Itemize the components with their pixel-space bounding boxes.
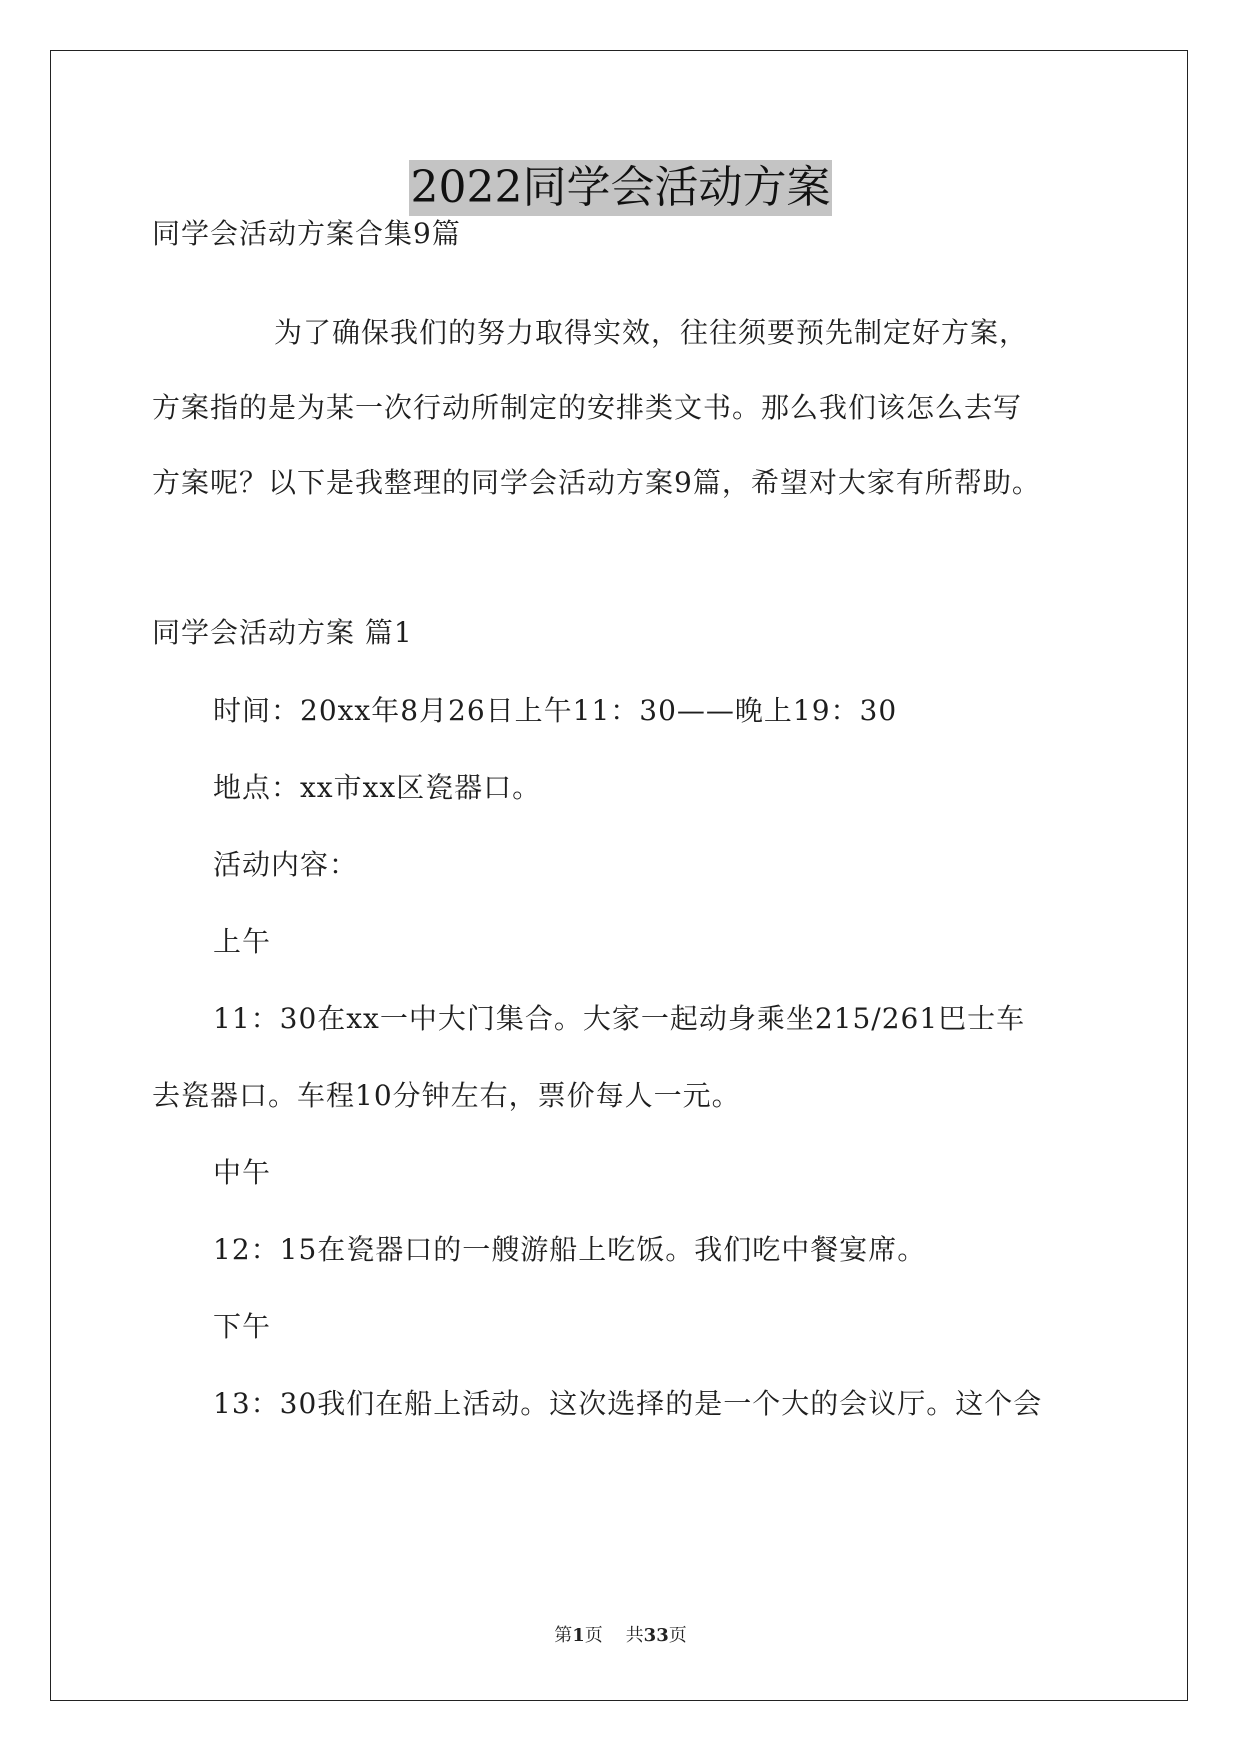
page-footer xyxy=(0,1624,1241,1648)
morning-heading: 上午 xyxy=(213,925,272,958)
location-line: 地点：xx市xx区瓷器口。 xyxy=(213,771,542,804)
footer-current-page: 1 xyxy=(572,1625,585,1646)
morning-line-2: 去瓷器口。车程10分钟左右，票价每人一元。 xyxy=(152,1079,741,1112)
document-title: 2022同学会活动方案 xyxy=(409,160,833,216)
title-container xyxy=(0,160,1241,216)
time-line: 时间：20xx年8月26日上午11：30——晚上19：30 xyxy=(213,694,898,727)
intro-line-3: 方案呢？以下是我整理的同学会活动方案9篇，希望对大家有所帮助。 xyxy=(152,466,1041,499)
footer-total-pages: 33 xyxy=(643,1625,669,1646)
noon-heading: 中午 xyxy=(213,1156,272,1189)
footer-middle: 页 共 xyxy=(584,1625,644,1646)
section-heading: 同学会活动方案 篇1 xyxy=(152,616,413,649)
footer-suffix: 页 xyxy=(668,1625,687,1646)
document-subtitle: 同学会活动方案合集9篇 xyxy=(152,217,461,250)
intro-line-2: 方案指的是为某一次行动所制定的安排类文书。那么我们该怎么去写 xyxy=(152,391,1023,424)
morning-line-1: 11：30在xx一中大门集合。大家一起动身乘坐215/261巴士车 xyxy=(213,1002,1026,1035)
noon-line: 12：15在瓷器口的一艘游船上吃饭。我们吃中餐宴席。 xyxy=(213,1233,927,1266)
activity-content-heading: 活动内容： xyxy=(213,848,359,881)
afternoon-line: 13：30我们在船上活动。这次选择的是一个大的会议厅。这个会 xyxy=(213,1387,1043,1420)
afternoon-heading: 下午 xyxy=(213,1310,272,1343)
intro-line-1: 为了确保我们的努力取得实效，往往须要预先制定好方案， xyxy=(274,316,1029,349)
footer-prefix: 第 xyxy=(554,1625,573,1646)
